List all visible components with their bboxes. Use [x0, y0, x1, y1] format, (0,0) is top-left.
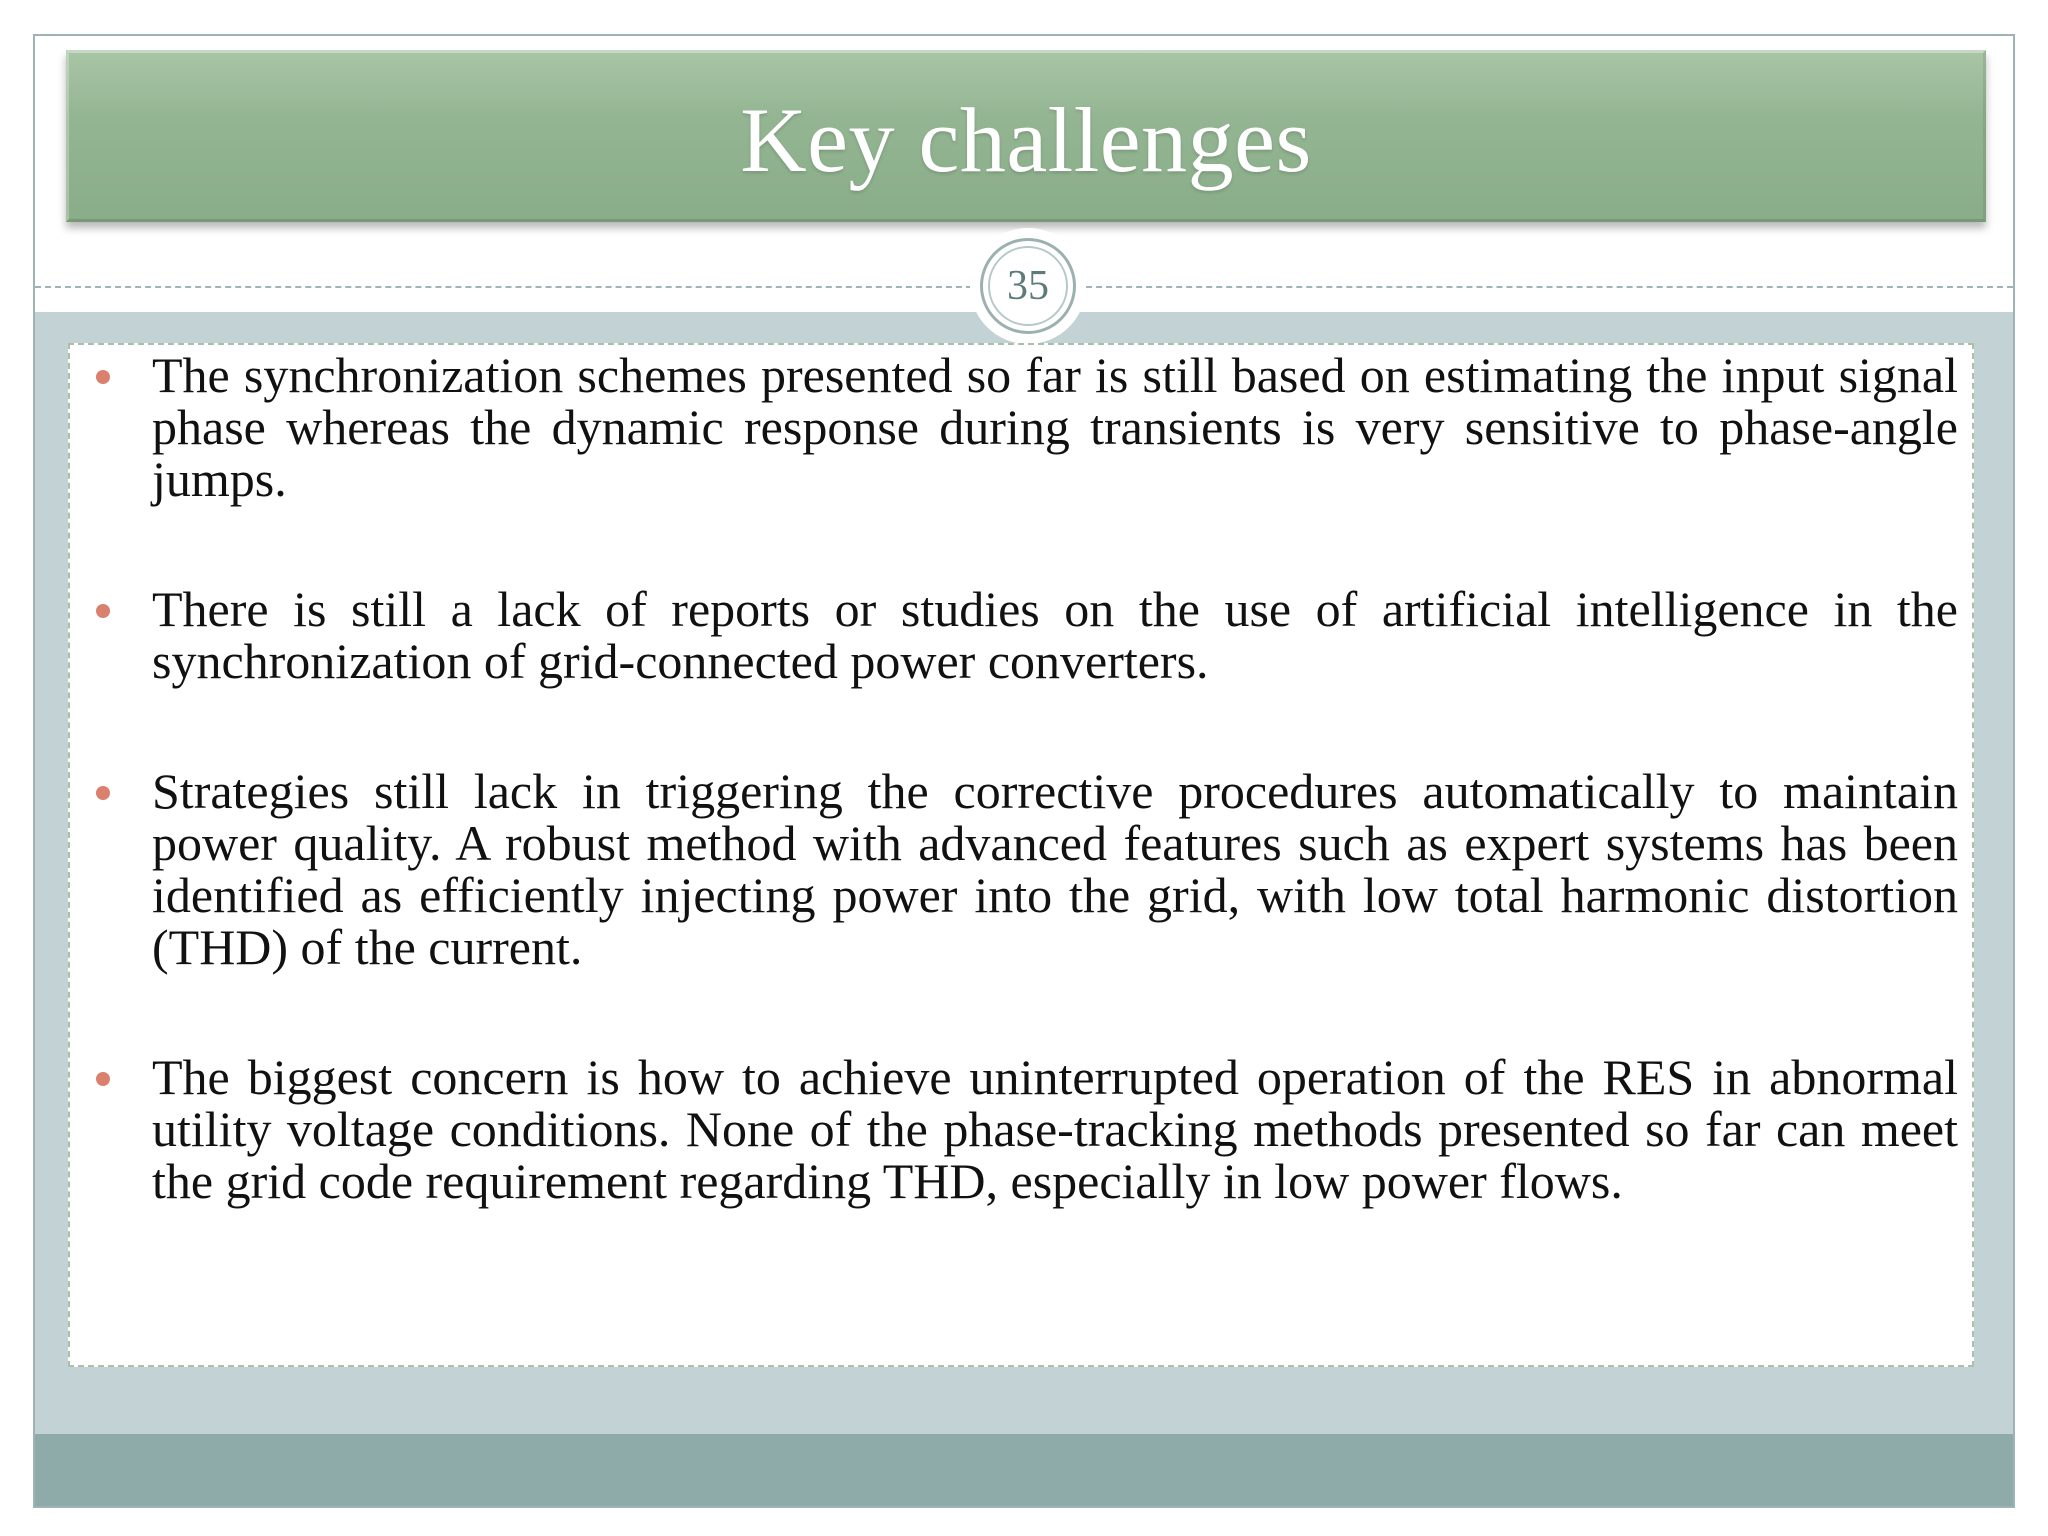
bullet-dot-icon: [96, 370, 110, 384]
bullet-dot-icon: [96, 1072, 110, 1086]
page-number: 35: [988, 246, 1068, 326]
bullet-text-2: There is still a lack of reports or studies on the use of artificial intelligence in the synchronization of grid-connected power converters.: [152, 581, 1958, 689]
bullet-text-3: Strategies still lack in triggering the corrective procedures automatically to maintain power quality. A robust method with advanced features such as expert systems has been identified as efficiently injecting power into the grid, with low total harmonic distortion (THD) of the current.: [152, 763, 1958, 975]
content-panel: [68, 343, 1974, 1367]
bullet-item-3: [152, 765, 1958, 973]
bullet-item-2: [152, 583, 1958, 687]
page-title: Key challenges: [740, 89, 1312, 191]
bullet-text-1: The synchronization schemes presented so far is still based on estimating the input signal phase whereas the dynamic response during transients is very sensitive to phase-angle jumps.: [152, 347, 1958, 507]
bullet-dot-icon: [96, 604, 110, 618]
bullet-item-1: [152, 349, 1958, 505]
page-number-ring: [980, 238, 1076, 334]
bullet-text-4: The biggest concern is how to achieve uninterrupted operation of the RES in abnormal utility voltage conditions. None of the phase-tracking methods presented so far can meet the grid code requirement regarding THD, especially in low power flows.: [152, 1049, 1958, 1209]
page-number-badge: [976, 234, 1080, 338]
footer-band: [35, 1434, 2013, 1506]
bullet-dot-icon: [96, 786, 110, 800]
bullet-item-4: [152, 1051, 1958, 1207]
title-bar: [66, 50, 1986, 222]
